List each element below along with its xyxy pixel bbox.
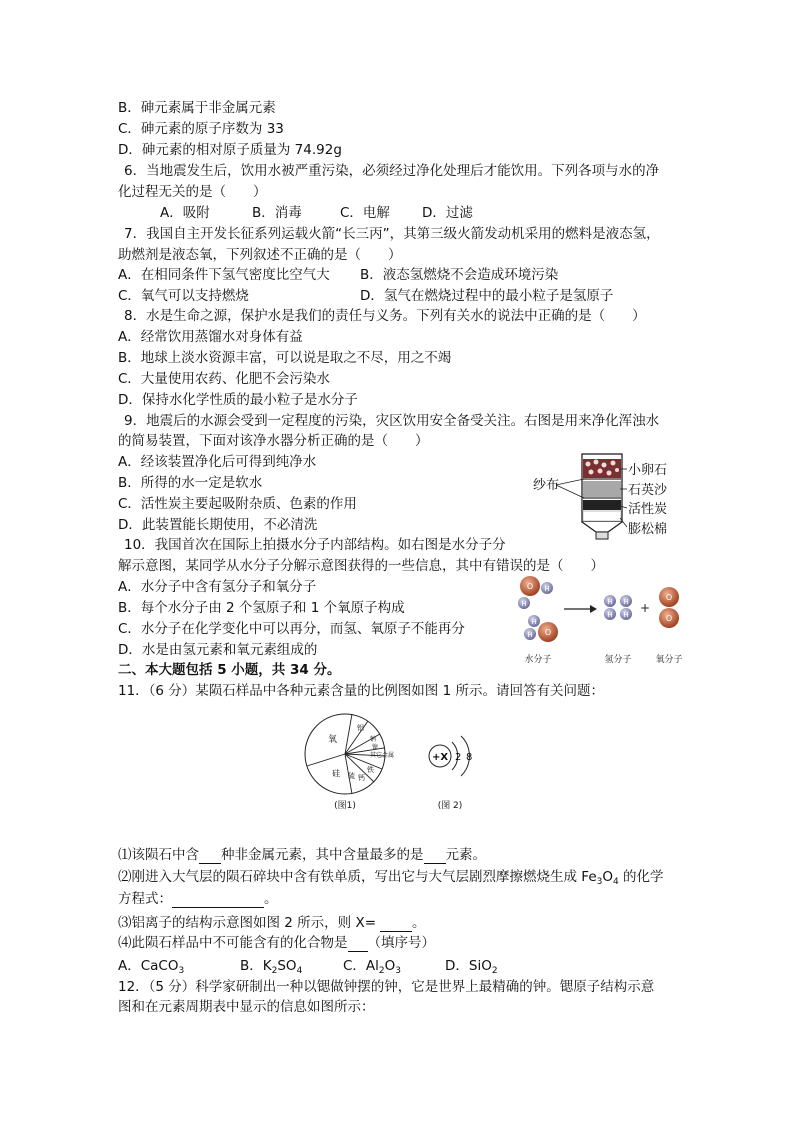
oxygen-molecule: [659, 587, 679, 628]
q8-option-d: D．保持水化学性质的最小粒子是水分子: [118, 392, 358, 408]
q6-option-c: C．电解: [340, 205, 390, 221]
q11-part2-line2: 方程式： 。: [118, 891, 278, 907]
q12-stem-line1: 12．（5 分）科学家研制出一种以锶做钟摆的钟，它是世界上最精确的钟。锶原子结构示意: [118, 979, 655, 995]
q10-option-d: D．水是由氢元素和氧元素组成的: [118, 642, 318, 658]
svg-text:H: H: [623, 598, 629, 606]
q8-option-a: A．经常饮用蒸馏水对身体有益: [118, 329, 303, 345]
q6-option-a: A．吸附: [160, 205, 210, 221]
pie-label-others: 其它金属: [370, 752, 395, 759]
svg-text:O: O: [526, 582, 534, 591]
q9-option-c: C．活性炭主要起吸附杂质、色素的作用: [118, 496, 357, 512]
q8-option-c: C．大量使用农药、化肥不会污染水: [118, 371, 330, 387]
pie-label-iron: 铁: [367, 766, 374, 774]
q9-option-d: D．此装置能长期使用，不必清洗: [118, 517, 318, 533]
cotton-label: 膨松棉: [628, 522, 668, 537]
plus-sign: +: [639, 601, 651, 615]
q10-stem-line1: 10．我国首次在国际上拍摄水分子内部结构。如右图是水分子分: [124, 537, 506, 553]
carbon-layer: [583, 500, 621, 510]
water-decomposition-figure: [514, 574, 694, 668]
q11-part2-blank[interactable]: [172, 893, 264, 908]
meteorite-pie-figure: [300, 712, 480, 812]
svg-text:H: H: [527, 631, 533, 639]
q10-option-b: B．每个水分子由 2 个氢原子和 1 个氧原子构成: [118, 600, 405, 616]
q11-part2-line1: ⑵刚进入大气层的陨石碎块中含有铁单质，写出它与大气层剧烈摩擦燃烧生成 $Fe_3O_4$ 的化学: [118, 869, 664, 887]
q6-stem-line1: 6．当地震发生后，饮用水被严重污染，必须经过净化处理后才能饮用。下列各项与水的净: [124, 163, 660, 179]
q11-part3-blank[interactable]: [380, 917, 412, 932]
filter-funnel: [582, 522, 622, 532]
q5-option-b: B．砷元素属于非金属元素: [118, 100, 276, 116]
svg-text:H: H: [531, 618, 537, 626]
ion-nucleus-label: +X: [431, 752, 449, 763]
q11-option-b: B．$K_2SO_4$: [240, 958, 303, 976]
shell-1-electrons: 2: [455, 752, 462, 763]
q11-option-a: A．CaCO$_3$: [118, 958, 185, 976]
pie-label-nickel: 镍: [372, 744, 379, 751]
svg-text:O: O: [665, 593, 673, 602]
q10-stem-line2: 解示意图，某同学从水分子分解示意图获得的一些信息，其中有错误的是（ ）: [118, 558, 604, 574]
svg-text:H: H: [607, 611, 613, 619]
svg-text:O: O: [544, 628, 552, 637]
q7-stem-line1: 7．我国自主开发长征系列运载火箭“长三丙”，其第三级火箭发动机采用的燃料是液态氢，: [124, 226, 660, 242]
water-label: 水分子: [524, 655, 552, 665]
q11-part1: ⑴该陨石中含 种非金属元素，其中含量最多的是 元素。: [118, 847, 486, 863]
hydrogen-label: 氢分子: [604, 655, 632, 665]
oxygen-label: 氧分子: [655, 655, 683, 665]
filter-outlet: [596, 532, 608, 539]
q7-option-d: D．氢气在燃烧过程中的最小粒子是氢原子: [360, 288, 614, 304]
q9-option-b: B．所得的水一定是软水: [118, 475, 263, 491]
q7-option-a: A．在相同条件下氢气密度比空气大: [118, 267, 330, 283]
q10-option-a: A．水分子中含有氢分子和氧分子: [118, 579, 317, 595]
q11-option-c: C．$Al_2O_3$: [343, 958, 402, 976]
carbon-label: 活性炭: [628, 502, 668, 517]
quartz-layer: [583, 481, 621, 497]
q11-part1-blank-2[interactable]: [424, 849, 446, 864]
q9-stem-line2: 的简易装置，下面对该净水器分析正确的是（ ）: [118, 433, 429, 449]
svg-text:H: H: [544, 585, 550, 593]
q7-stem-line2: 助燃剂是液态氧，下列叙述不正确的是（ ）: [118, 247, 402, 263]
q11-stem: 11．（6 分）某陨石样品中各种元素含量的比例图如图 1 所示。请回答有关问题：: [118, 683, 604, 699]
q6-stem-line2: 化过程无关的是（ ）: [118, 184, 267, 200]
q11-part4: ⑷此陨石样品中不可能含有的化合物是 （填序号）: [118, 935, 435, 951]
q8-option-b: B．地球上淡水资源丰富，可以说是取之不尽，用之不竭: [118, 350, 452, 366]
svg-text:H: H: [607, 598, 613, 606]
svg-text:H: H: [521, 600, 527, 608]
q11-part1-blank-1[interactable]: [199, 849, 221, 864]
section-2-heading: 二、本大题包括 5 小题，共 34 分。: [118, 662, 341, 678]
q9-option-a: A．经该装置净化后可得到纯净水: [118, 454, 317, 470]
gauze-pointer-2: [556, 485, 584, 498]
water-filter-figure: [528, 452, 678, 544]
figure-1-caption: (图1): [334, 801, 356, 811]
cotton-layer: [583, 511, 621, 521]
q6-option-d: D．过滤: [422, 205, 473, 221]
q11-part4-blank[interactable]: [348, 937, 368, 952]
gauze-pointer-1: [556, 479, 584, 485]
q7-option-b: B．液态氢燃烧不会造成环境污染: [360, 267, 559, 283]
quartz-label: 石英沙: [628, 483, 668, 498]
q5-option-c: C．砷元素的原子序数为 33: [118, 121, 284, 137]
pebble-label: 小卵石: [628, 463, 668, 478]
figure-2-caption: (图 2): [437, 801, 463, 811]
q12-stem-line2: 图和在元素周期表中显示的信息如图所示：: [118, 999, 375, 1015]
pie-label-sulfur: 硫: [348, 772, 355, 780]
q8-stem: 8．水是生命之源，保护水是我们的责任与义务。下列有关水的说法中正确的是（ ）: [124, 308, 646, 324]
pie-label-sodium: 钠: [370, 736, 377, 743]
q7-option-c: C．氧气可以支持燃烧: [118, 288, 249, 304]
hydrogen-molecules: [604, 595, 632, 620]
pie-label-aluminum: 铝: [357, 724, 364, 732]
svg-text:O: O: [665, 614, 673, 623]
pie-label-calcium: 钙: [358, 774, 365, 782]
q10-option-c: C．水分子在化学变化中可以再分，而氢、氧原子不能再分: [118, 621, 465, 637]
q6-option-b: B．消毒: [252, 205, 302, 221]
pie-label-silicon: 硅: [332, 769, 340, 778]
shell-2-electrons: 8: [466, 752, 473, 763]
water-molecule-2: [524, 615, 558, 642]
pie-label-oxygen: 氧: [328, 735, 338, 745]
water-molecule-1: [518, 576, 553, 609]
q11-option-d: D．SiO$_2$: [445, 958, 498, 976]
svg-text:H: H: [623, 611, 629, 619]
q11-part3: ⑶铝离子的结构示意图如图 2 所示，则 X= 。: [118, 915, 426, 931]
q5-option-d: D．砷元素的相对原子质量为 74.92g: [118, 142, 342, 158]
q9-stem-line1: 9．地震后的水源会受到一定程度的污染，灾区饮用安全备受关注。右图是用来净化浑浊水: [124, 413, 660, 429]
gauze-label: 纱布: [533, 478, 560, 493]
